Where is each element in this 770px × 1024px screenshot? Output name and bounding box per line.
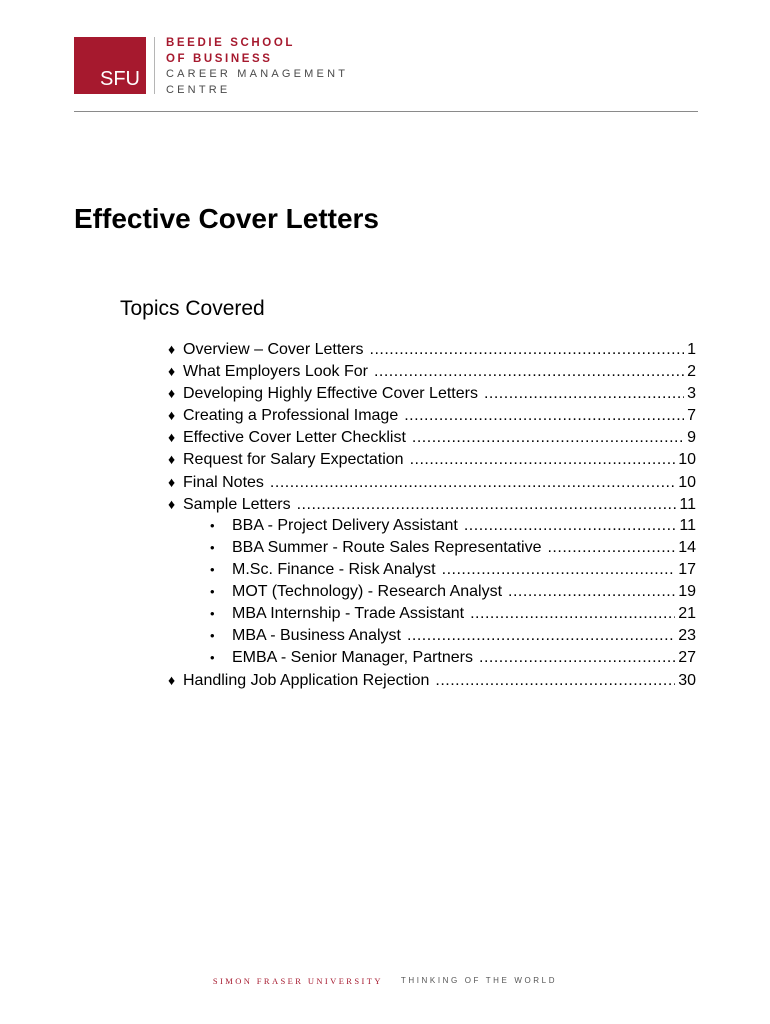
diamond-bullet-icon: ♦: [168, 341, 176, 357]
round-bullet-icon: •: [210, 539, 215, 555]
dot-leader: [435, 670, 675, 692]
toc-subentry-page: 19: [678, 583, 696, 601]
toc-entry-page: 1: [687, 341, 696, 358]
toc-subentry[interactable]: [168, 647, 696, 669]
logo-box: [74, 37, 146, 94]
footer-tagline: THINKING OF THE WORLD: [400, 976, 558, 985]
toc-subentry-page: 27: [678, 649, 696, 667]
footer-university: SIMON FRASER UNIVERSITY: [212, 976, 383, 986]
toc-subentry-page: 23: [678, 627, 696, 645]
centre-name-line1: CAREER MANAGEMENT: [166, 68, 349, 80]
diamond-bullet-icon: ♦: [168, 495, 176, 512]
toc-subentry[interactable]: [168, 559, 696, 581]
toc-entry-page: 7: [687, 407, 696, 425]
dot-leader: [370, 339, 685, 361]
dot-leader: [479, 647, 675, 669]
toc-subentry[interactable]: [168, 603, 696, 625]
toc-entry[interactable]: [168, 426, 696, 448]
toc-entry[interactable]: [168, 669, 696, 691]
centre-name: [166, 67, 348, 98]
diamond-bullet-icon: ♦: [168, 363, 176, 380]
toc-subentry-label: EMBA - Senior Manager, Partners: [232, 649, 473, 667]
dot-leader: [508, 581, 675, 603]
round-bullet-icon: •: [210, 606, 215, 622]
document-title: Effective Cover Letters: [74, 203, 380, 234]
dot-leader: [412, 427, 684, 449]
toc-entry-label: Final Notes: [183, 473, 264, 491]
toc-entry-label: Effective Cover Letter Checklist: [183, 429, 406, 447]
diamond-bullet-icon: ♦: [168, 385, 176, 402]
dot-leader: [407, 625, 675, 647]
table-of-contents: [168, 338, 696, 692]
dot-leader: [442, 559, 676, 581]
toc-entry-label: Creating a Professional Image: [183, 407, 399, 425]
dot-leader: [297, 494, 677, 516]
toc-subentry-label: BBA - Project Delivery Assistant: [232, 516, 458, 534]
diamond-bullet-icon: ♦: [168, 429, 176, 446]
dot-leader: [410, 449, 676, 471]
toc-entry-label: Handling Job Application Rejection: [183, 672, 430, 690]
toc-entry[interactable]: [168, 360, 696, 382]
logo-text: SFU: [100, 68, 140, 90]
toc-entry-label: Overview – Cover Letters: [183, 341, 364, 358]
toc-subentry-page: 21: [678, 605, 696, 623]
toc-entry-page: 10: [678, 451, 696, 469]
toc-entry-label: Developing Highly Effective Cover Letters: [183, 385, 478, 403]
toc-subentry[interactable]: [168, 625, 696, 647]
toc-subentry-page: 17: [678, 560, 696, 578]
toc-subentry[interactable]: [168, 581, 696, 603]
toc-subentry-label: BBA Summer - Route Sales Representative: [232, 538, 542, 556]
dot-leader: [470, 603, 675, 625]
dot-leader: [270, 472, 675, 494]
round-bullet-icon: •: [210, 561, 215, 577]
round-bullet-icon: •: [210, 584, 215, 600]
round-bullet-icon: •: [210, 650, 215, 666]
school-name-line1: BEEDIE SCHOOL: [166, 37, 296, 49]
dot-leader: [484, 383, 684, 405]
dot-leader: [547, 537, 675, 559]
round-bullet-icon: •: [210, 628, 215, 644]
toc-entry[interactable]: [168, 471, 696, 493]
toc-entry-page: 30: [678, 672, 696, 690]
school-name-line2: OF BUSINESS: [166, 52, 273, 65]
toc-entry[interactable]: [168, 448, 696, 470]
footer: [0, 975, 770, 987]
toc-entry-page: 2: [687, 363, 696, 381]
logo-divider: [154, 37, 155, 94]
toc-entry[interactable]: [168, 493, 696, 515]
toc-entry-label: What Employers Look For: [183, 363, 368, 381]
diamond-bullet-icon: ♦: [168, 672, 176, 689]
toc-entry[interactable]: [168, 338, 696, 360]
diamond-bullet-icon: ♦: [168, 451, 176, 468]
dot-leader: [464, 515, 677, 537]
toc-entry-page: 10: [678, 473, 696, 491]
toc-entry[interactable]: [168, 404, 696, 426]
toc-entry-label: Sample Letters: [183, 495, 291, 513]
toc-entry-label: Request for Salary Expectation: [183, 451, 404, 469]
dot-leader: [374, 361, 684, 383]
round-bullet-icon: •: [210, 517, 215, 533]
toc-heading: Topics Covered: [120, 297, 265, 320]
diamond-bullet-icon: ♦: [168, 407, 176, 424]
toc-subentry[interactable]: [168, 537, 696, 559]
toc-entry-page: 9: [687, 429, 696, 447]
toc-subentry-label: MBA Internship - Trade Assistant: [232, 605, 465, 623]
toc-entry-page: 11: [679, 495, 696, 513]
toc-subentry-page: 11: [679, 516, 696, 534]
toc-subentry-label: M.Sc. Finance - Risk Analyst: [232, 560, 436, 578]
centre-name-line2: CENTRE: [166, 83, 231, 96]
school-name: [166, 36, 295, 67]
dot-leader: [404, 405, 684, 427]
diamond-bullet-icon: ♦: [168, 473, 176, 490]
toc-entry-page: 3: [687, 385, 696, 403]
toc-subentry[interactable]: [168, 515, 696, 537]
toc-entry[interactable]: [168, 382, 696, 404]
toc-subentry-page: 14: [678, 538, 696, 556]
toc-subentry-label: MOT (Technology) - Research Analyst: [232, 583, 503, 601]
toc-subentry-label: MBA - Business Analyst: [232, 627, 401, 645]
header-rule: [74, 111, 698, 112]
